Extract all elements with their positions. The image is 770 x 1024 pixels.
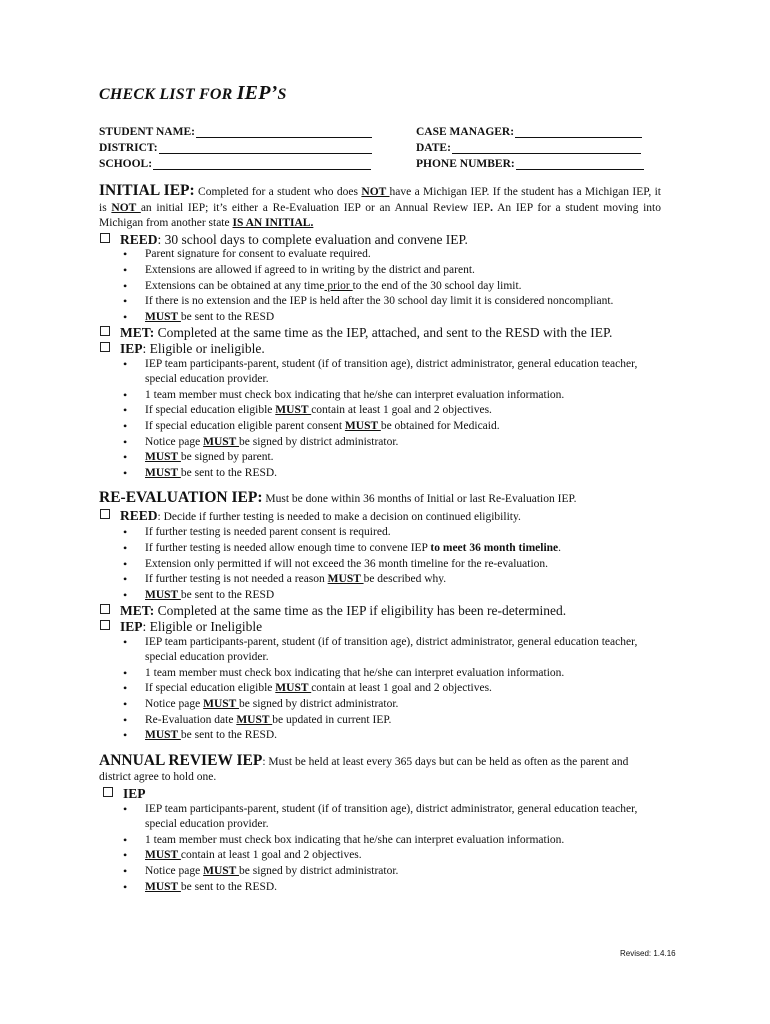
initial-reed-item: REED: 30 school days to complete evaluation and convene IEP. [100, 232, 661, 248]
page-title: CHECK LIST FOR IEP’S [99, 82, 287, 104]
initial-reed-checkbox[interactable] [100, 233, 110, 243]
reeval-reed-checkbox[interactable] [100, 509, 110, 519]
list-item: • If further testing is needed allow enough time to convene IEP to meet 36 month timeline. [145, 541, 661, 557]
list-item: • Extensions are allowed if agreed to in writing by the district and parent. [145, 263, 661, 279]
list-item: • MUST be sent to the RESD. [145, 466, 661, 482]
reevaluation-paragraph: RE-EVALUATION IEP: Must be done within 36 months of Initial or last Re-Evaluation IEP. [99, 489, 577, 507]
initial-iep-list [99, 357, 661, 482]
list-item: • Extensions can be obtained at any time prior to the end of the 30 school day limit. [145, 279, 661, 295]
list-item: • MUST be sent to the RESD [145, 310, 661, 326]
reeval-reed-list [99, 525, 661, 603]
list-item: • Notice page MUST be signed by district administrator. [145, 435, 661, 451]
student-fields-right [416, 122, 644, 170]
revision-note: Revised: 1.4.16 [620, 949, 676, 958]
list-item: • If special education eligible MUST contain at least 1 goal and 2 objectives. [145, 403, 661, 419]
initial-reed-list [99, 247, 661, 325]
student-fields-left [99, 122, 372, 170]
annual-review-paragraph: ANNUAL REVIEW IEP: Must be held at least every 365 days but can be held as often as the parent and district agree to hold one. [99, 751, 629, 784]
initial-iep-item: IEP: Eligible or ineligible. [100, 341, 661, 357]
initial-met-item: MET: Completed at the same time as the IEP, attached, and sent to the RESD with the IEP. [100, 325, 661, 341]
school-field[interactable]: SCHOOL: [99, 154, 372, 170]
list-item: • 1 team member must check box indicating that he/she can interpret evaluation information. [145, 388, 661, 404]
list-item: • MUST be signed by parent. [145, 450, 661, 466]
list-item: • 1 team member must check box indicating that he/she can interpret evaluation information. [145, 666, 661, 682]
list-item: • Parent signature for consent to evaluate required. [145, 247, 661, 263]
initial-iep-checkbox[interactable] [100, 342, 110, 352]
reeval-met-checkbox[interactable] [100, 604, 110, 614]
list-item: • IEP team participants-parent, student (if of transition age), district administrator, general education teacher, special education provider. [145, 635, 661, 666]
annual-iep-item: IEP [103, 786, 661, 802]
list-item: • Re-Evaluation date MUST be updated in current IEP. [145, 713, 661, 729]
list-item: • If further testing is not needed a reason MUST be described why. [145, 572, 661, 588]
list-item: • MUST be sent to the RESD [145, 588, 661, 604]
initial-met-checkbox[interactable] [100, 326, 110, 336]
student-name-field[interactable]: STUDENT NAME: [99, 122, 372, 138]
list-item: • If special education eligible MUST contain at least 1 goal and 2 objectives. [145, 681, 661, 697]
case-manager-field[interactable]: CASE MANAGER: [416, 122, 644, 138]
list-item: • If special education eligible parent consent MUST be obtained for Medicaid. [145, 419, 661, 435]
reeval-met-item: MET: Completed at the same time as the IEP if eligibility has been re-determined. [100, 603, 661, 619]
list-item: • Extension only permitted if will not exceed the 36 month timeline for the re-evaluation. [145, 557, 661, 573]
list-item: • If further testing is needed parent consent is required. [145, 525, 661, 541]
reeval-iep-item: IEP: Eligible or Ineligible [100, 619, 661, 635]
list-item: • IEP team participants-parent, student (if of transition age), district administrator, general education teacher, special education provider. [145, 802, 661, 833]
list-item: • MUST be sent to the RESD. [145, 880, 661, 896]
reeval-reed-item: REED: Decide if further testing is needed to make a decision on continued eligibility. [100, 508, 661, 526]
checklist-body [99, 183, 661, 895]
list-item: • MUST contain at least 1 goal and 2 objectives. [145, 848, 661, 864]
district-field[interactable]: DISTRICT: [99, 138, 372, 154]
list-item: • Notice page MUST be signed by district administrator. [145, 864, 661, 880]
reeval-iep-list [99, 635, 661, 744]
list-item: • Notice page MUST be signed by district administrator. [145, 697, 661, 713]
list-item: • MUST be sent to the RESD. [145, 728, 661, 744]
annual-iep-checkbox[interactable] [103, 787, 113, 797]
initial-iep-paragraph: INITIAL IEP: Completed for a student who does NOT have a Michigan IEP. If the student has a Michigan IEP, it is NOT an initial IEP; it’s either a Re-Evaluation IEP or an Annual Review IEP. An IEP for a student moving into Michigan from another state IS AN INITIAL. [99, 182, 661, 230]
list-item: • IEP team participants-parent, student (if of transition age), district administrator, general education teacher, special education provider. [145, 357, 661, 388]
annual-iep-list [99, 802, 661, 896]
date-field[interactable]: DATE: [416, 138, 644, 154]
reeval-iep-checkbox[interactable] [100, 620, 110, 630]
phone-number-field[interactable]: PHONE NUMBER: [416, 154, 644, 170]
list-item: • 1 team member must check box indicating that he/she can interpret evaluation information. [145, 833, 661, 849]
list-item: • If there is no extension and the IEP is held after the 30 school day limit it is considered noncompliant. [145, 294, 661, 310]
